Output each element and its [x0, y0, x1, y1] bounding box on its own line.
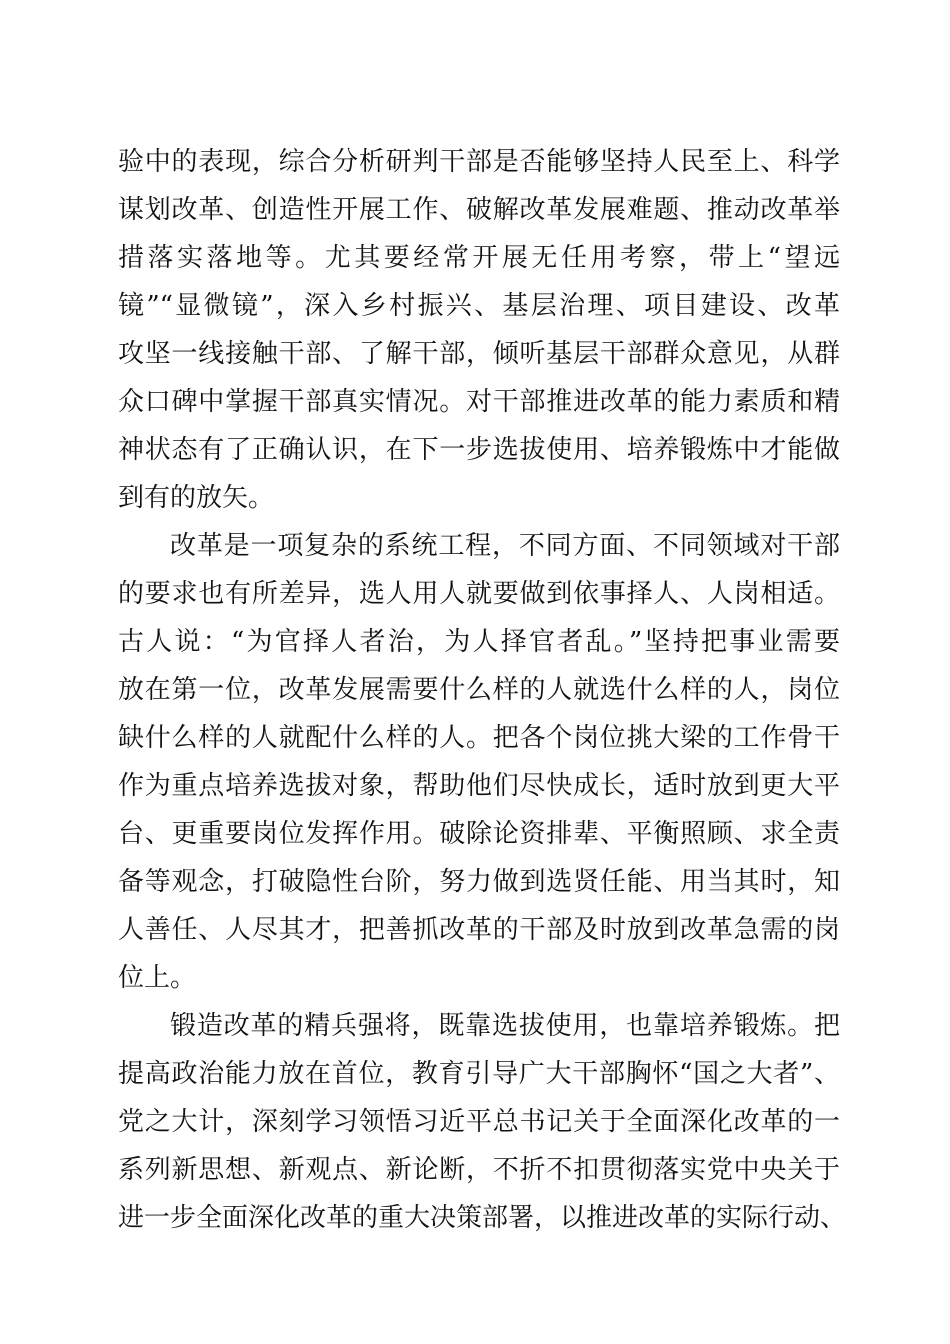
paragraph-1-line-6: 众口碑中掌握干部真实情况。对干部推进改革的能力素质和精 — [118, 387, 840, 417]
paragraph-2-line-3: 古人说：“为官择人者治，为人择官者乱。”坚持把事业需要 — [118, 627, 840, 657]
paragraph-3-line-5: 进一步全面深化改革的重大决策部署，以推进改革的实际行动、 — [118, 1203, 847, 1233]
paragraph-1-line-7: 神状态有了正确认识，在下一步选拔使用、培养锻炼中才能做 — [118, 435, 840, 465]
paragraph-1-line-2: 谋划改革、创造性开展工作、破解改革发展难题、推动改革举 — [118, 195, 840, 225]
paragraph-2-line-9: 人善任、人尽其才，把善抓改革的干部及时放到改革急需的岗 — [118, 915, 840, 945]
paragraph-3-line-2: 提高政治能力放在首位，教育引导广大干部胸怀“国之大者”、 — [118, 1059, 840, 1089]
paragraph-2-line-2: 的要求也有所差异，选人用人就要做到依事择人、人岗相适。 — [118, 579, 840, 609]
paragraph-2-line-5: 缺什么样的人就配什么样的人。把各个岗位挑大梁的工作骨干 — [118, 723, 840, 753]
paragraph-2-line-1: 改革是一项复杂的系统工程，不同方面、不同领域对干部 — [170, 531, 840, 561]
paragraph-3-line-4: 系列新思想、新观点、新论断，不折不扣贯彻落实党中央关于 — [118, 1155, 840, 1185]
paragraph-3-line-1: 锻造改革的精兵强将，既靠选拔使用，也靠培养锻炼。把 — [170, 1011, 840, 1041]
paragraph-1-line-3: 措落实落地等。尤其要经常开展无任用考察，带上“望远 — [118, 243, 840, 273]
paragraph-1-line-1: 验中的表现，综合分析研判干部是否能够坚持人民至上、科学 — [118, 147, 840, 177]
paragraph-2-line-10: 位上。 — [118, 963, 197, 993]
paragraph-3-line-3: 党之大计，深刻学习领悟习近平总书记关于全面深化改革的一 — [118, 1107, 840, 1137]
paragraph-2-line-8: 备等观念，打破隐性台阶，努力做到选贤任能、用当其时，知 — [118, 867, 840, 897]
paragraph-1-line-4: 镜”“显微镜”，深入乡村振兴、基层治理、项目建设、改革 — [118, 291, 840, 321]
paragraph-2-line-7: 台、更重要岗位发挥作用。破除论资排辈、平衡照顾、求全责 — [118, 819, 840, 849]
paragraph-1-line-5: 攻坚一线接触干部、了解干部，倾听基层干部群众意见，从群 — [118, 339, 840, 369]
paragraph-2-line-6: 作为重点培养选拔对象，帮助他们尽快成长，适时放到更大平 — [118, 771, 840, 801]
paragraph-1-line-8: 到有的放矢。 — [118, 483, 275, 513]
paragraph-2-line-4: 放在第一位，改革发展需要什么样的人就选什么样的人，岗位 — [118, 675, 840, 705]
